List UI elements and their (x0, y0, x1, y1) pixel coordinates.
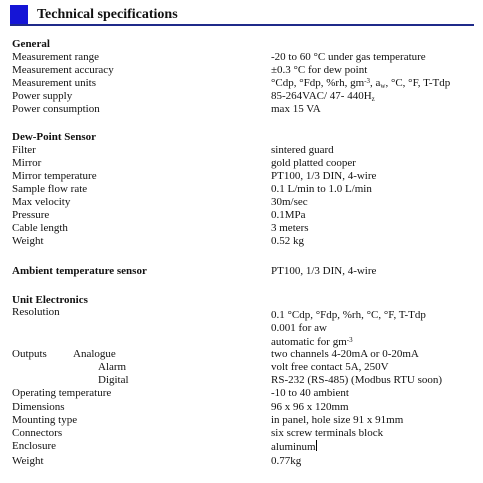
spec-row (0, 309, 483, 322)
spec-label: Weight (12, 455, 44, 467)
spec-value: 3 meters (271, 222, 309, 234)
spec-value: 0.77kg (271, 455, 302, 467)
spec-row (0, 196, 483, 209)
spec-value: two channels 4-20mA or 0-20mA (271, 348, 419, 360)
spec-label: Cable length (12, 222, 68, 234)
header-bar (10, 5, 474, 26)
section-title-dewpoint: Dew-Point Sensor (12, 131, 97, 143)
spec-value: ±0.3 °C for dew point (271, 64, 368, 76)
spec-label: Max velocity (12, 196, 71, 208)
spec-label: Measurement range (12, 51, 100, 63)
section-title-general: General (12, 38, 50, 50)
spec-row (0, 427, 483, 440)
spec-value: max 15 VA (271, 103, 321, 115)
spec-value: 0.1 °Cdp, °Fdp, %rh, °C, °F, T-Tdp (271, 309, 426, 321)
page-title: Technical specifications (37, 7, 178, 22)
spec-value: sintered guard (271, 144, 334, 156)
spec-label: Resolution (12, 306, 60, 318)
spec-value: 0.001 for aw (271, 322, 327, 334)
spec-row (0, 170, 483, 183)
text-cursor (316, 440, 317, 451)
spec-row (0, 348, 483, 361)
spec-row (0, 64, 483, 77)
spec-value[interactable]: aluminum (271, 441, 316, 453)
spec-label: Power supply (12, 90, 73, 102)
spec-row (0, 103, 483, 116)
spec-value: 0.1 L/min to 1.0 L/min (271, 183, 372, 195)
spec-label: Mirror (12, 157, 42, 169)
spec-value: -20 to 60 °C under gas temperature (271, 51, 426, 63)
spec-label: Dimensions (12, 401, 65, 413)
spec-label: Weight (12, 235, 44, 247)
spec-row (0, 387, 483, 400)
spec-row (0, 374, 483, 387)
spec-sublabel: Digital (98, 374, 129, 386)
spec-sublabel: Alarm (98, 361, 127, 373)
spec-value: 96 x 96 x 120mm (271, 401, 349, 413)
spec-row (0, 209, 483, 222)
spec-row (0, 51, 483, 64)
spec-sublabel: Analogue (73, 348, 116, 360)
spec-value: PT100, 1/3 DIN, 4-wire (271, 170, 377, 182)
spec-label: Enclosure (12, 440, 56, 452)
spec-label: Outputs (12, 348, 47, 360)
spec-label: Filter (12, 144, 36, 156)
spec-value: 30m/sec (271, 196, 308, 208)
spec-value: °Cdp, °Fdp, %rh, $gm^{-3}$, $a_w$, °C, °F, T-Tdp (271, 77, 451, 90)
spec-row (0, 440, 483, 453)
spec-value: -10 to 40 ambient (271, 387, 349, 399)
spec-row (0, 144, 483, 157)
spec-label: Sample flow rate (12, 183, 88, 195)
spec-label: Measurement accuracy (12, 64, 114, 76)
spec-row (0, 77, 483, 90)
spec-value: gold platted cooper (271, 157, 356, 169)
spec-row (0, 455, 483, 468)
spec-row (0, 222, 483, 235)
spec-value: in panel, hole size 91 x 91mm (271, 414, 404, 426)
spec-value: automatic for $gm^{-3}$ (271, 336, 353, 348)
spec-row (0, 157, 483, 170)
spec-value: RS-232 (RS-485) (Modbus RTU soon) (271, 374, 443, 386)
spec-row (0, 90, 483, 103)
spec-value: PT100, 1/3 DIN, 4-wire (271, 265, 377, 277)
section-title-electronics: Unit Electronics (12, 294, 88, 306)
spec-label: Power consumption (12, 103, 100, 115)
spec-row (0, 401, 483, 414)
spec-label: Mirror temperature (12, 170, 97, 182)
spec-value: 0.1MPa (271, 209, 306, 221)
spec-value: six screw terminals block (271, 427, 384, 439)
spec-label: Mounting type (12, 414, 78, 426)
spec-row (0, 361, 483, 374)
spec-row (0, 322, 483, 335)
spec-row (0, 235, 483, 248)
spec-row-ambient (0, 265, 483, 278)
spec-row (0, 183, 483, 196)
spec-label: Measurement units (12, 77, 97, 89)
spec-value: 85-264VAC/ 47- $440H_z$ (271, 90, 375, 103)
spec-value: volt free contact 5A, 250V (271, 361, 389, 373)
spec-label: Operating temperature (12, 387, 112, 399)
header-accent-square (10, 5, 28, 24)
spec-value: 0.52 kg (271, 235, 304, 247)
spec-label: Connectors (12, 427, 63, 439)
spec-label: Pressure (12, 209, 50, 221)
spec-row (0, 414, 483, 427)
section-title-ambient: Ambient temperature sensor (12, 265, 147, 277)
